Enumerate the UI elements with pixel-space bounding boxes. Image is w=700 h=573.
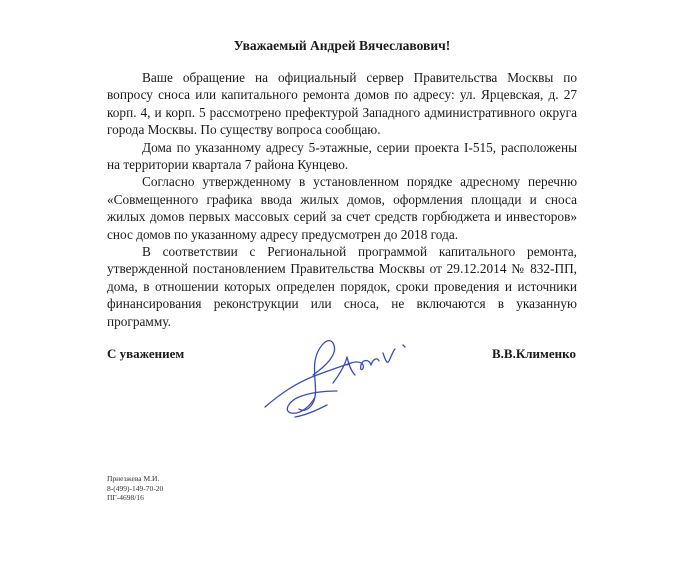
- executor-name: Приезжева М.И.: [107, 474, 160, 483]
- paragraph-houses: Дома по указанному адресу 5-этажные, серии проекта I-515, расположены на территории квартала 7 района Кунцево.: [107, 139, 577, 173]
- letter-body: [107, 69, 577, 330]
- executor-footer: [107, 474, 163, 503]
- executor-phone: 8-(499)-149-70-20: [107, 483, 164, 493]
- paragraph-demolition-schedule: Согласно утвержденному в установленном порядке адресному перечню «Совмещенного графика ввода жилых домов, оформления площади и сноса жилых домов первых массовых серий за счет средств горбюджета и инвесторов» снос домов по указанному адресу предусмотрен до 2018 года.: [107, 174, 577, 242]
- letter-greeting: Уважаемый Андрей Вячеславович!: [233, 38, 451, 53]
- closing-phrase: С уважением: [107, 346, 185, 361]
- paragraph-repair-program: В соответствии с Региональной программой капитального ремонта, утвержденной постановлением Правительства Москвы от 29.12.2014 № 832-ПП, дома, в отношении которых определен порядок, сроки проведения и источники финансирования реконструкции или сноса, не включаются в указанную программу.: [107, 244, 577, 329]
- paragraph-appeal: Ваше обращение на официальный сервер Правительства Москвы по вопросу сноса или капитального ремонта домов по адресу: ул. Ярцевская, д. 27 корп. 4, и корп. 5 рассмотрено префектурой Западного административного округа города Москвы. По существу вопроса сообщаю.: [107, 70, 577, 138]
- signer-name: В.В.Клименко: [492, 346, 576, 361]
- handwritten-signature-icon: [255, 335, 415, 425]
- document-reference: ПГ-4698/16: [107, 493, 144, 502]
